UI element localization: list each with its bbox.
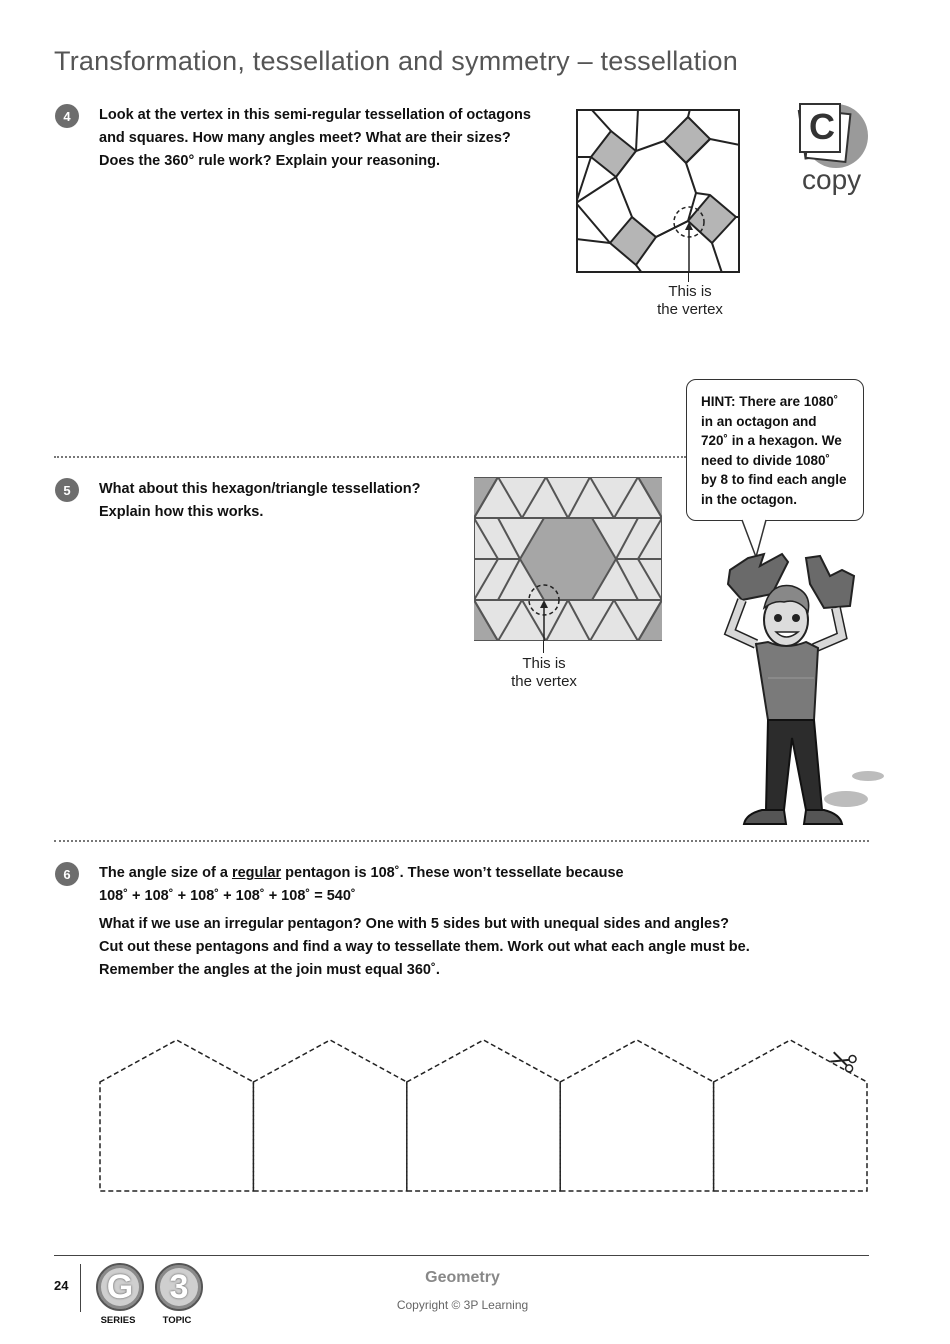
footer-copyright: Copyright © 3P Learning (396, 1298, 529, 1312)
vertex-caption (494, 655, 594, 691)
footer-subject: Geometry (425, 1269, 500, 1286)
hint-line: in an octagon and (701, 413, 817, 429)
cartoon-boy-illustration (718, 548, 888, 828)
section-divider (54, 456, 686, 458)
hint-line: in the octagon. (701, 491, 797, 507)
pentagon-cutout[interactable] (100, 1040, 253, 1191)
caption-line: This is (522, 655, 566, 672)
page-title: Transformation, tessellation and symmetry – tessellation (54, 46, 738, 76)
hexagon-triangle-tessellation (474, 477, 662, 641)
question-line: Explain how this works. (99, 504, 264, 520)
caption-line: the vertex (511, 673, 577, 690)
question-line: Does the 360° rule work? Explain your reasoning. (99, 153, 441, 169)
copy-label: copy (802, 164, 862, 195)
copy-icon (796, 100, 872, 200)
question-4-text (99, 104, 569, 173)
caption-line: This is (668, 283, 712, 300)
hint-line: need to divide 1080˚ (701, 452, 831, 468)
vertex-caption (640, 283, 740, 319)
footer-rule (54, 1255, 869, 1256)
question-6-text (99, 862, 859, 982)
question-number: 6 (55, 862, 79, 886)
topic-badge: 3 (155, 1263, 203, 1311)
question-5-text (99, 478, 459, 524)
octagon-square-tessellation (576, 109, 740, 273)
pentagon-cutout[interactable] (407, 1040, 560, 1191)
question-number: 5 (55, 478, 79, 502)
question-line: Cut out these pentagons and find a way to tessellate them. Work out what each angle must be. (99, 939, 750, 955)
section-divider (54, 840, 869, 842)
question-line: What if we use an irregular pentagon? One with 5 sides but with unequal sides and angles? (99, 916, 730, 932)
question-line: Remember the angles at the join must equal 360˚. (99, 962, 440, 978)
text-span: pentagon is 108˚. These won’t tessellate because (281, 865, 624, 881)
text-span: The angle size of a (99, 865, 232, 881)
question-number: 4 (55, 104, 79, 128)
pentagon-cutout[interactable] (253, 1040, 406, 1191)
series-badge: G (96, 1263, 144, 1311)
series-label: SERIES (100, 1315, 136, 1326)
question-line: What about this hexagon/triangle tessellation? (99, 481, 421, 497)
page-number: 24 (54, 1278, 69, 1293)
copy-letter: C (809, 106, 835, 147)
topic-label: TOPIC (162, 1315, 192, 1326)
underlined-word: regular (231, 865, 282, 881)
question-line (99, 862, 859, 885)
question-line: 108˚ + 108˚ + 108˚ + 108˚ + 108˚ = 540˚ (99, 888, 356, 904)
caption-line: the vertex (657, 301, 723, 318)
hint-bubble (686, 379, 864, 521)
hint-line: HINT: There are 1080˚ (701, 394, 839, 409)
hint-line: by 8 to find each angle (701, 472, 847, 487)
question-line: and squares. How many angles meet? What are their sizes? (99, 130, 511, 146)
footer-separator (80, 1264, 81, 1312)
question-line: Look at the vertex in this semi-regular tessellation of octagons (99, 107, 531, 123)
pentagon-cutout-strip[interactable] (96, 1036, 876, 1196)
pentagon-cutout[interactable] (560, 1040, 713, 1191)
hint-line: 720˚ in a hexagon. We (701, 433, 842, 448)
